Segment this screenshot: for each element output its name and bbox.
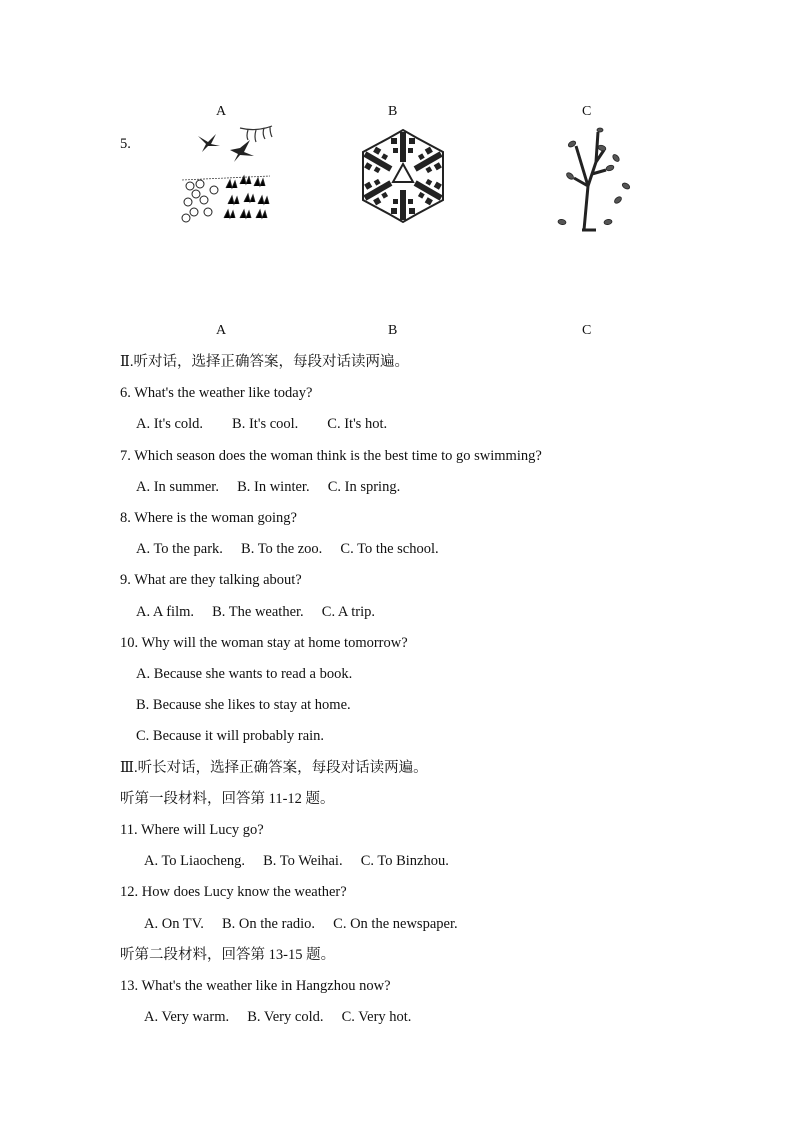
q8-options: A. To the park. B. To the zoo. C. To the school. — [136, 541, 439, 557]
q10-option-b: B. Because she likes to stay at home. — [136, 697, 351, 713]
q9-question: 9. What are they talking about? — [120, 572, 302, 588]
q7-question: 7. Which season does the woman think is the best time to go swimming? — [120, 448, 542, 464]
q5-label-a-bottom: A — [216, 323, 227, 338]
q6-question: 6. What's the weather like today? — [120, 385, 313, 401]
q5-label-c-bottom: C — [582, 323, 592, 338]
spring-birds-flowers-icon — [178, 122, 278, 228]
q5-label-b-top: B — [388, 104, 398, 119]
q13-options: A. Very warm. B. Very cold. C. Very hot. — [144, 1009, 412, 1025]
q7-options: A. In summer. B. In winter. C. In spring. — [136, 479, 401, 495]
snowflake-icon — [353, 126, 453, 226]
q11-question: 11. Where will Lucy go? — [120, 822, 264, 838]
q12-question: 12. How does Lucy know the weather? — [120, 884, 347, 900]
q10-option-c: C. Because it will probably rain. — [136, 728, 325, 744]
autumn-tree-falling-leaves-icon — [552, 126, 642, 232]
q6-options: A. It's cold. B. It's cool. C. It's hot. — [136, 416, 388, 432]
section-2-heading: Ⅱ.听对话，选择正确答案，每段对话读两遍。 — [120, 354, 409, 370]
q5-label-c-top: C — [582, 104, 592, 119]
section-3-heading: Ⅲ.听长对话，选择正确答案，每段对话读两遍。 — [120, 760, 428, 776]
q12-options: A. On TV. B. On the radio. C. On the newspaper. — [144, 916, 458, 932]
q5-number: 5. — [120, 136, 131, 152]
section-3-part-2: 听第二段材料，回答第 13-15 题。 — [120, 947, 336, 963]
q8-question: 8. Where is the woman going? — [120, 510, 297, 526]
q9-options: A. A film. B. The weather. C. A trip. — [136, 604, 375, 620]
section-3-part-1: 听第一段材料，回答第 11-12 题。 — [120, 791, 335, 807]
q11-options: A. To Liaocheng. B. To Weihai. C. To Binzhou. — [144, 853, 449, 869]
q5-label-b-bottom: B — [388, 323, 398, 338]
q10-option-a: A. Because she wants to read a book. — [136, 666, 353, 682]
q13-question: 13. What's the weather like in Hangzhou now? — [120, 978, 391, 994]
q5-label-a-top: A — [216, 104, 227, 119]
q10-question: 10. Why will the woman stay at home tomorrow? — [120, 635, 408, 651]
